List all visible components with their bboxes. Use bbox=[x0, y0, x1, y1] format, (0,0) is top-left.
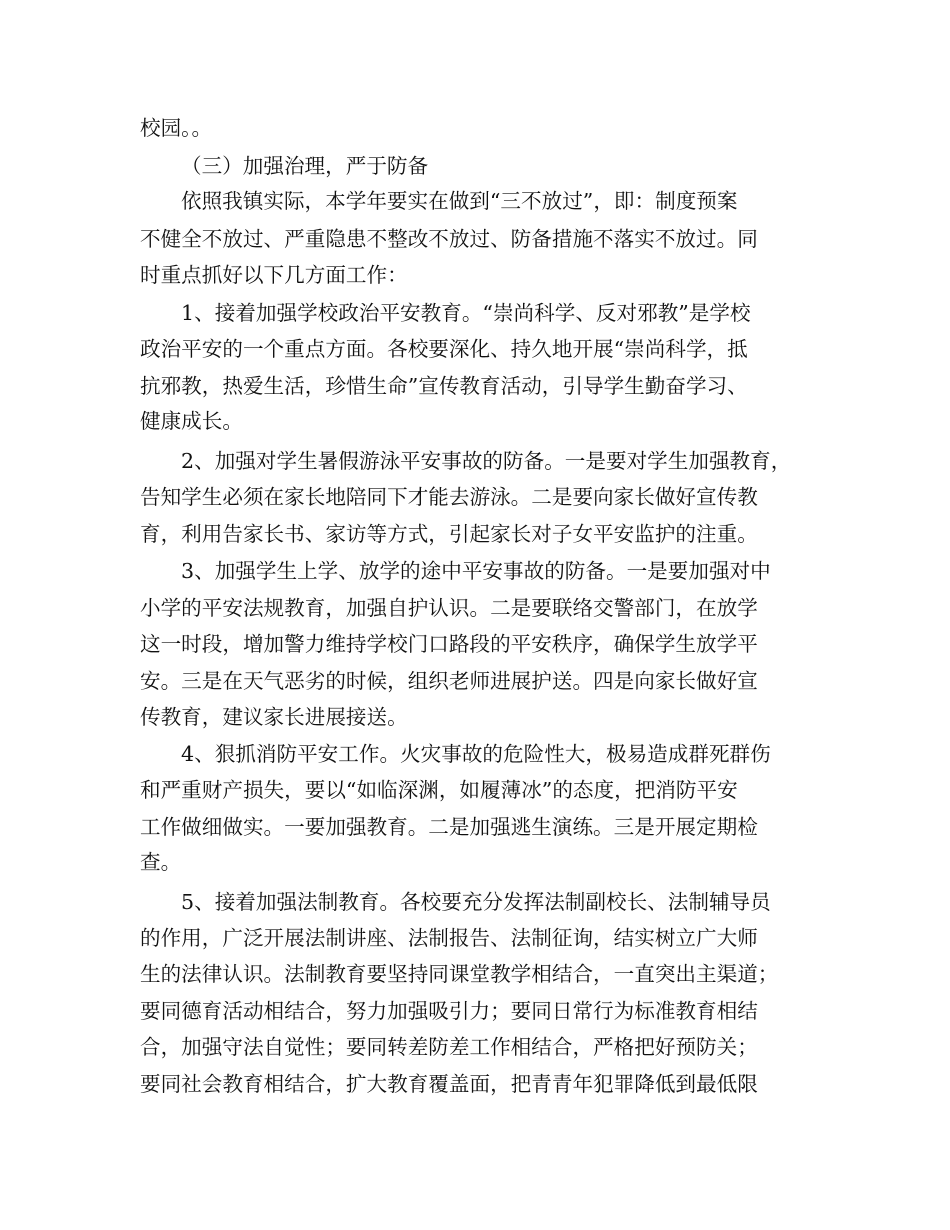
paragraph-first-line: 4、狠抓消防平安工作。火灾事故的危险性大，极易造成群死群伤 bbox=[181, 742, 771, 766]
text-line: 查。 bbox=[140, 850, 182, 874]
text-line: 政治平安的一个重点方面。各校要深化、持久地开展“崇尚科学，抵 bbox=[140, 337, 748, 361]
paragraph-first-line: 5、接着加强法制教育。各校要充分发挥法制副校长、法制辅导员 bbox=[181, 890, 771, 914]
paragraph-first-line: 3、加强学生上学、放学的途中平安事故的防备。一是要加强对中 bbox=[181, 559, 771, 583]
text-line: 要同社会教育相结合，扩大教育覆盖面，把青青年犯罪降低到最低限 bbox=[140, 1072, 758, 1096]
paragraph-first-line: 1、接着加强学校政治平安教育。“崇尚科学、反对邪教”是学校 bbox=[181, 301, 751, 325]
text-line: 这一时段，增加警力维持学校门口路段的平安秩序，确保学生放学平 bbox=[140, 632, 758, 656]
text-line: 校园。。 bbox=[140, 116, 213, 140]
text-line: 告知学生必须在家长地陪同下才能去游泳。二是要向家长做好宣传教 bbox=[140, 485, 758, 509]
text-line: 和严重财产损失，要以“如临深渊，如履薄冰”的态度，把消防平安 bbox=[140, 778, 738, 802]
paragraph-first-line: 2、加强对学生暑假游泳平安事故的防备。一是要对学生加强教育， bbox=[181, 449, 792, 473]
text-line: 抗邪教，热爱生活，珍惜生命”宣传教育活动，引导学生勤奋学习、 bbox=[140, 374, 748, 398]
section-heading: （三）加强治理，严于防备 bbox=[181, 154, 429, 178]
text-line: 时重点抓好以下几方面工作： bbox=[140, 263, 408, 287]
text-line: 的作用，广泛开展法制讲座、法制报告、法制征询，结实树立广大师 bbox=[140, 926, 758, 950]
text-line: 生的法律认识。法制教育要坚持同课堂教学相结合，一直突出主渠道； bbox=[140, 962, 779, 986]
paragraph-first-line: 依照我镇实际，本学年要实在做到“三不放过”，即：制度预案 bbox=[181, 189, 738, 213]
text-line: 合，加强守法自觉性；要同转差防差工作相结合，严格把好预防关； bbox=[140, 1035, 758, 1059]
text-line: 不健全不放过、严重隐患不整改不放过、防备措施不落实不放过。同 bbox=[140, 227, 758, 251]
text-line: 安。三是在天气恶劣的时候，组织老师进展护送。四是向家长做好宣 bbox=[140, 669, 758, 693]
text-line: 健康成长。 bbox=[140, 409, 243, 433]
text-line: 小学的平安法规教育，加强自护认识。二是要联络交警部门，在放学 bbox=[140, 596, 758, 620]
text-line: 育，利用告家长书、家访等方式，引起家长对子女平安监护的注重。 bbox=[140, 522, 758, 546]
text-line: 传教育，建议家长进展接送。 bbox=[140, 705, 408, 729]
text-line: 工作做细做实。一要加强教育。二是加强逃生演练。三是开展定期检 bbox=[140, 815, 758, 839]
text-line: 要同德育活动相结合，努力加强吸引力；要同日常行为标准教育相结 bbox=[140, 999, 758, 1023]
